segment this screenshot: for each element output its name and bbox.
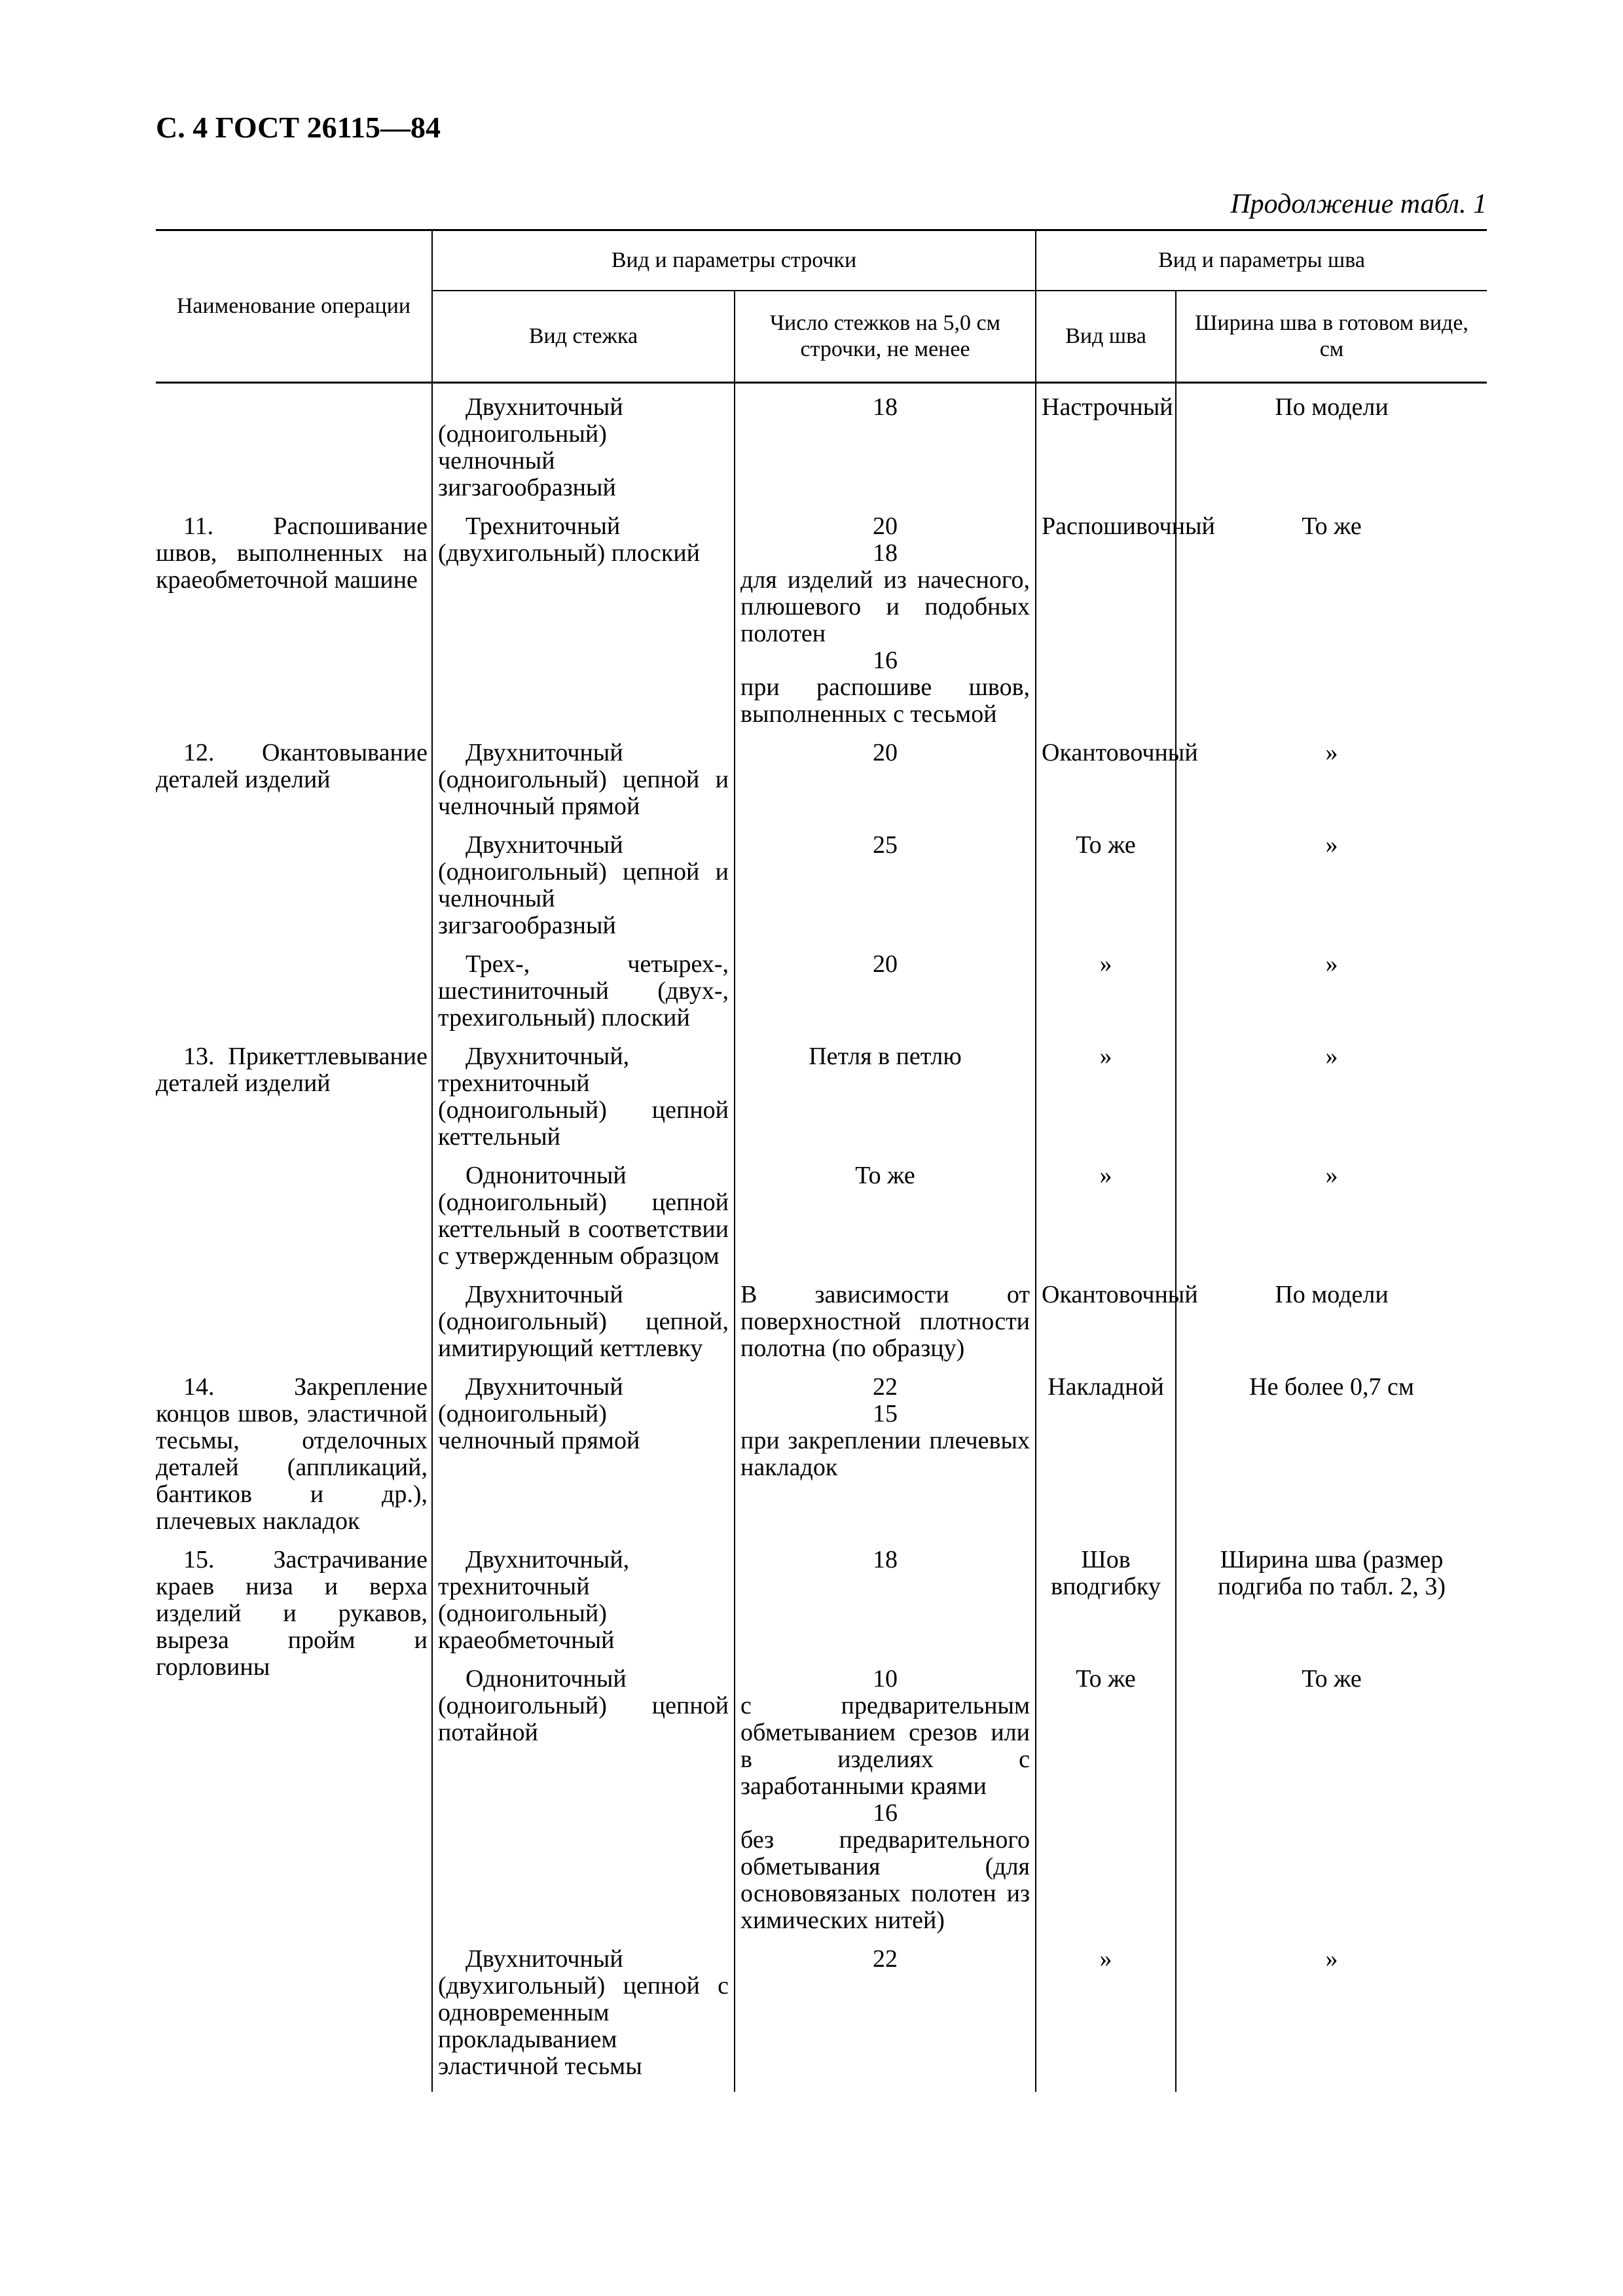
operation-cell [156, 1162, 432, 1282]
operation-cell: 15. Застрачивание краев низа и верха изделий и рукавов, выреза пройм и горловины [156, 1546, 428, 1681]
stitch-type-cell: Двухниточный (одноигольный) челночный прямой [432, 1374, 735, 1547]
seam-width-cell: Ширина шва (размер подгиба по табл. 2, 3) [1176, 1547, 1487, 1666]
header-operation: Наименование операции [156, 230, 432, 383]
operation-cell [156, 951, 432, 1043]
seam-width-cell: Не более 0,7 см [1176, 1374, 1487, 1547]
operation-cell: 14. Закрепление концов швов, эластичной тесьмы, отделочных деталей (аппликаций, бантиков и др.), плечевых накладок [156, 1373, 428, 1535]
stitch-count-cell: 18 [735, 383, 1036, 514]
seam-type-cell: Окантовочный [1036, 740, 1176, 832]
stitch-type-cell: Однониточный (одноигольный) цепной кеттельный в соответствии с утвержденным образцом [432, 1162, 735, 1282]
table-row [156, 1547, 1487, 1666]
seam-width-cell: » [1176, 740, 1487, 832]
stitch-count-cell: 22 15 при закреплении плечевых накладок [735, 1374, 1036, 1547]
seam-type-cell: » [1036, 1162, 1176, 1282]
stitch-type-cell: Двухниточный (одноигольный) цепной и челночный зигзагообразный [432, 832, 735, 951]
stitch-type-cell: Двухниточный (одноигольный) цепной, имитирующий кеттлевку [432, 1282, 735, 1374]
operation-cell: 13. Прикеттлевывание деталей изделий [156, 1043, 428, 1097]
stitch-type-cell: Двухниточный (одноигольный) челночный зигзагообразный [432, 383, 735, 514]
stitch-type-cell: Двухниточный, трехниточный (одноигольный) краеобметочный [432, 1547, 735, 1666]
seam-type-cell: » [1036, 1946, 1176, 2092]
stitch-type-cell: Двухниточный (одноигольный) цепной и челночный прямой [432, 740, 735, 832]
operation-cell: 11. Распошивание швов, выполненных на краеобметочной машине [156, 512, 428, 594]
table-row [156, 951, 1487, 1043]
stitch-type-cell: Двухниточный (двухигольный) цепной с одновременным прокладыванием эластичной тесьмы [432, 1946, 735, 2092]
stitch-count-cell: 25 [735, 832, 1036, 951]
table-continuation-label: Продолжение табл. 1 [1230, 189, 1487, 219]
seam-type-cell: Окантовочный [1036, 1282, 1176, 1374]
seam-type-cell: То же [1036, 832, 1176, 951]
operation-cell [156, 383, 432, 514]
header-stitch-count: Число стежков на 5,0 см строчки, не менее [735, 291, 1036, 383]
stitch-count-cell: Петля в петлю [735, 1043, 1036, 1162]
operation-cell [156, 1282, 432, 1374]
table-row [156, 1282, 1487, 1374]
operations-table [156, 229, 1487, 2092]
seam-type-cell: То же [1036, 1666, 1176, 1946]
stitch-type-cell: Трех-, четырех-, шестиниточный (двух-, трехигольный) плоский [432, 951, 735, 1043]
seam-width-cell: » [1176, 832, 1487, 951]
stitch-count-cell: 20 [735, 740, 1036, 832]
header-seam-type: Вид шва [1036, 291, 1176, 383]
stitch-count-cell: 22 [735, 1946, 1036, 2092]
seam-width-cell: По модели [1176, 383, 1487, 514]
stitch-type-cell: Двухниточный, трехниточный (одноигольный) цепной кеттельный [432, 1043, 735, 1162]
table-row [156, 1374, 1487, 1547]
seam-type-cell: Шов вподгибку [1036, 1547, 1176, 1666]
seam-type-cell: Накладной [1036, 1374, 1176, 1547]
seam-width-cell: » [1176, 951, 1487, 1043]
stitch-count-cell: 18 [735, 1547, 1036, 1666]
header-seam-group: Вид и параметры шва [1036, 230, 1487, 291]
stitch-count-cell: 20 [735, 951, 1036, 1043]
table-row [156, 832, 1487, 951]
seam-type-cell: Распошивочный [1036, 513, 1176, 740]
stitch-type-cell: Трехниточный (двухигольный) плоский [432, 513, 735, 740]
seam-type-cell: » [1036, 1043, 1176, 1162]
stitch-count-cell: В зависимости от поверхностной плотности полотна (по образцу) [735, 1282, 1036, 1374]
seam-type-cell: » [1036, 951, 1176, 1043]
seam-width-cell: То же [1176, 1666, 1487, 1946]
header-stitch-group: Вид и параметры строчки [432, 230, 1036, 291]
stitch-count-cell: 10 с предварительным обметыванием срезов или в изделиях с заработанными краями 16 без предварительного обметывания (для основовязаных полотен из химических нитей) [735, 1666, 1036, 1946]
seam-width-cell: По модели [1176, 1282, 1487, 1374]
table-row [156, 1162, 1487, 1282]
table-row [156, 383, 1487, 514]
table-row [156, 1043, 1487, 1162]
table-row [156, 513, 1487, 740]
seam-type-cell: Настрочный [1036, 383, 1176, 514]
operation-cell: 12. Окантовывание деталей изделий [156, 739, 428, 793]
stitch-count-cell: То же [735, 1162, 1036, 1282]
operation-cell [156, 832, 432, 951]
seam-width-cell: » [1176, 1043, 1487, 1162]
table-row [156, 740, 1487, 832]
header-stitch-type: Вид стежка [432, 291, 735, 383]
seam-width-cell: » [1176, 1162, 1487, 1282]
seam-width-cell: То же [1176, 513, 1487, 740]
stitch-type-cell: Однониточный (одноигольный) цепной потайной [432, 1666, 735, 1946]
seam-width-cell: » [1176, 1946, 1487, 2092]
header-seam-width: Ширина шва в готовом виде, см [1176, 291, 1487, 383]
page-title: С. 4 ГОСТ 26115—84 [156, 111, 441, 144]
stitch-count-cell: 20 18 для изделий из начесного, плюшевого и подобных полотен 16 при распошиве швов, выполненных с тесьмой [735, 513, 1036, 740]
